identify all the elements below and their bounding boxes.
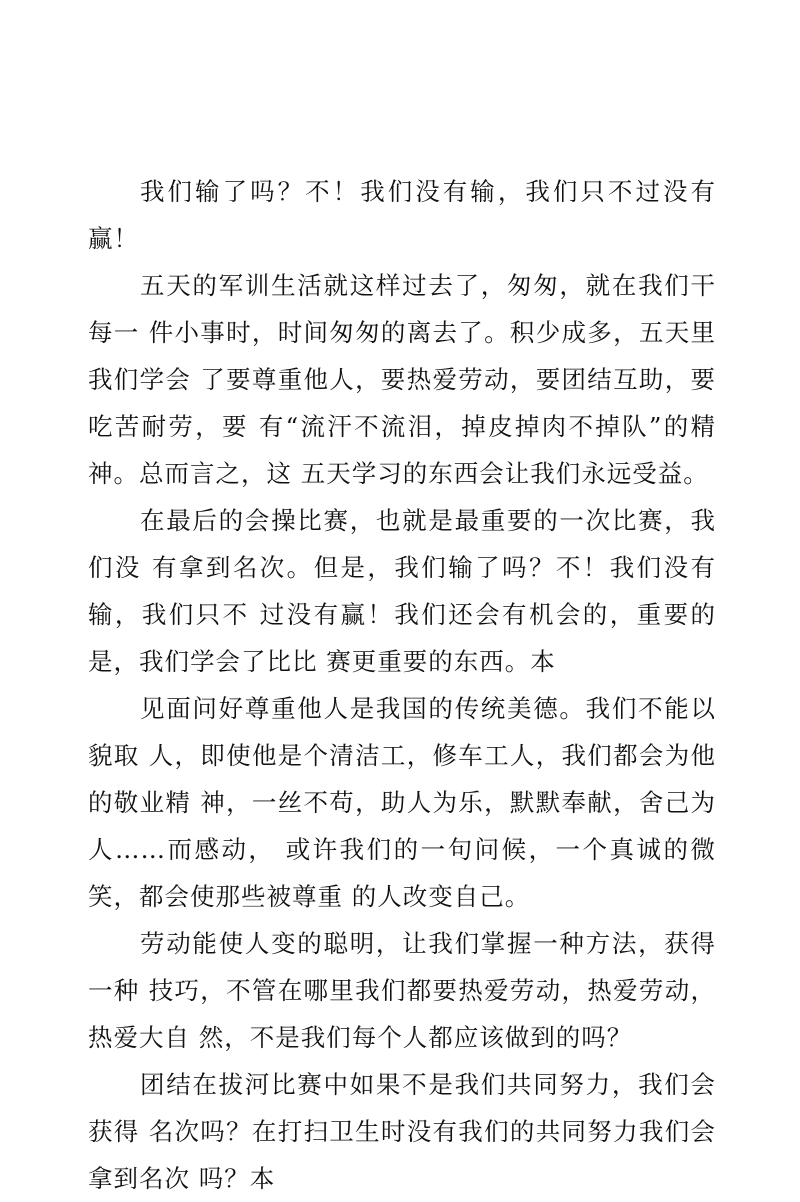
paragraph-2: 五天的军训生活就这样过去了，匆匆，就在我们干每一 件小事时，时间匆匆的离去了。积少成多，五天里我们学会 了要尊重他人，要热爱劳动，要团结互助，要吃苦耐劳，要 有“流汗不流泪，掉皮掉肉不掉队”的精神。总而言之，这 五天学习的东西会让我们永远受益。 — [88, 271, 716, 488]
paragraph-1: 我们输了吗？不！我们没有输，我们只不过没有赢！ — [88, 177, 716, 253]
document-body — [88, 168, 716, 1202]
paragraph-3: 在最后的会操比赛，也就是最重要的一次比赛，我们没 有拿到名次。但是，我们输了吗？不！我们没有输，我们只不 过没有赢！我们还会有机会的，重要的是，我们学会了比比 赛更重要的东西。本 — [88, 506, 716, 676]
paragraph-4: 见面问好尊重他人是我国的传统美德。我们不能以貌取 人，即使他是个清洁工，修车工人，我们都会为他的敬业精 神，一丝不苟，助人为乐，默默奉献，舍己为人……而感动， 或许我们的一句问候，一个真诚的微笑，都会使那些被尊重 的人改变自己。 — [88, 694, 716, 911]
paragraph-5: 劳动能使人变的聪明，让我们掌握一种方法，获得一种 技巧，不管在哪里我们都要热爱劳动，热爱劳动，热爱大自 然，不是我们每个人都应该做到的吗？ — [88, 929, 716, 1052]
paragraph-6: 团结在拔河比赛中如果不是我们共同努力，我们会获得 名次吗？在打扫卫生时没有我们的共同努力我们会拿到名次 吗？本 — [88, 1070, 716, 1193]
